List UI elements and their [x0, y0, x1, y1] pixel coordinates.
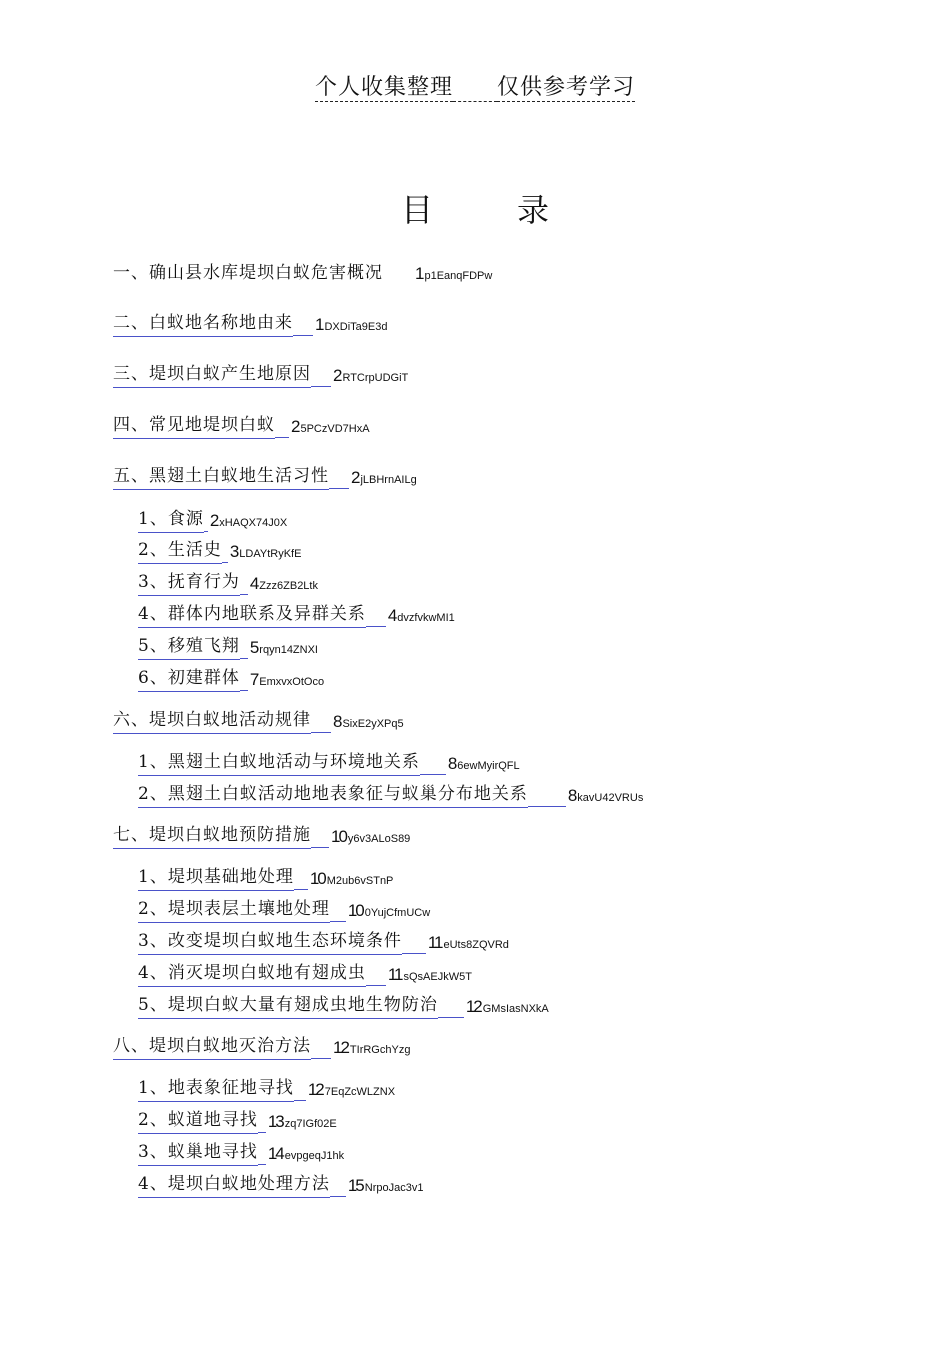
toc-leader	[311, 731, 331, 733]
toc-entry-code: Zzz6ZB2Ltk	[259, 580, 318, 592]
toc-entry-page: 2	[333, 366, 341, 385]
toc-entry-label: 4、消灭堤坝白蚁地有翅成虫	[138, 961, 366, 987]
toc-entry[interactable]	[138, 784, 643, 808]
toc-leader	[330, 1195, 346, 1197]
toc-entry[interactable]	[113, 710, 404, 734]
toc-entry-code: SixE2yXPq5	[342, 718, 404, 730]
toc-entry-code: xHAQX74J0X	[219, 517, 288, 529]
toc-entry-label: 五、黑翅土白蚁地生活习性	[113, 464, 329, 490]
toc-entry-label: 3、蚁巢地寻找	[138, 1140, 258, 1166]
toc-leader	[330, 920, 346, 922]
toc-entry[interactable]	[113, 364, 408, 388]
toc-entry[interactable]	[138, 963, 472, 987]
toc-entry-page: 13	[267, 1112, 283, 1131]
toc-entry[interactable]	[113, 313, 387, 337]
toc-entry[interactable]	[138, 899, 430, 923]
toc-entry-code: zq7IGf02E	[284, 1118, 337, 1130]
toc-entry[interactable]	[138, 509, 287, 533]
toc-entry-page: 4	[249, 574, 258, 593]
toc-entry-label: 六、堤坝白蚁地活动规律	[113, 708, 311, 734]
toc-entry-label: 三、堤坝白蚁产生地原因	[113, 362, 311, 388]
toc-entry-page: 11	[387, 965, 402, 984]
toc-entry-label: 1、食源	[138, 507, 204, 533]
toc-entry-page: 12	[465, 997, 481, 1016]
toc-entry-page: 2	[209, 511, 218, 530]
toc-entry-code: jLBHrnAILg	[360, 474, 417, 486]
toc-entry-code: sQsAEJkW5T	[403, 971, 472, 983]
toc-leader	[438, 1016, 464, 1018]
toc-entry-code: kavU42VRUs	[577, 792, 644, 804]
toc-leader	[275, 436, 289, 438]
toc-entry[interactable]	[138, 1078, 395, 1102]
toc-entry[interactable]	[138, 867, 393, 891]
toc-leader	[420, 773, 446, 775]
toc-entry-code: 7EqZcWLZNX	[324, 1086, 396, 1098]
toc-entry-code: M2ub6vSTnP	[326, 875, 394, 887]
toc-entry-page: 12	[333, 1038, 348, 1057]
toc-entry[interactable]	[138, 1142, 344, 1166]
toc-leader	[383, 283, 413, 285]
toc-leader	[402, 952, 426, 954]
toc-entry-code: DXDiTa9E3d	[324, 321, 388, 333]
toc-entry-label: 2、黑翅土白蚁活动地地表象征与蚁巢分布地关系	[138, 782, 528, 808]
toc-entry-label: 5、移殖飞翔	[138, 634, 240, 660]
toc-entry-page: 15	[347, 1176, 363, 1195]
toc-leader	[222, 561, 228, 563]
toc-entry-label: 一、确山县水库堤坝白蚁危害概况	[113, 263, 383, 283]
toc-entry-page: 10	[309, 869, 325, 888]
toc-leader	[294, 888, 308, 890]
toc-entry-page: 10	[331, 827, 346, 846]
toc-entry-page: 11	[427, 933, 442, 952]
toc-entry-code: eUts8ZQVRd	[443, 939, 509, 951]
toc-entry[interactable]	[113, 1036, 410, 1060]
toc-entry-page: 4	[387, 606, 396, 625]
toc-entry-label: 1、地表象征地寻找	[138, 1076, 294, 1102]
header-right-text: 仅供参考学习	[497, 70, 635, 102]
toc-entry-page: 7	[249, 670, 258, 689]
toc-entry-code: dvzfvkwMI1	[397, 612, 455, 624]
toc-entry-page: 10	[347, 901, 363, 920]
toc-entry[interactable]	[138, 604, 455, 628]
toc-title	[0, 185, 950, 231]
toc-leader	[366, 625, 386, 627]
toc-entry-label: 6、初建群体	[138, 666, 240, 692]
toc-title-char-1: 目	[400, 191, 433, 229]
toc-entry-page: 2	[291, 417, 299, 436]
toc-entry[interactable]	[113, 262, 492, 286]
toc-entry-label: 3、抚育行为	[138, 570, 240, 596]
toc-entry-code: rqyn14ZNXI	[259, 644, 318, 656]
toc-entry-page: 12	[307, 1080, 323, 1099]
toc-title-char-2: 录	[517, 191, 550, 229]
toc-entry[interactable]	[138, 668, 324, 692]
toc-entry-page: 8	[447, 754, 456, 773]
toc-entry-label: 5、堤坝白蚁大量有翅成虫地生物防治	[138, 993, 438, 1019]
toc-entry-label: 4、堤坝白蚁地处理方法	[138, 1172, 330, 1198]
toc-leader	[258, 1131, 266, 1133]
toc-entry-page: 1	[315, 315, 323, 334]
toc-entry[interactable]	[138, 752, 520, 776]
toc-entry-code: 5PCzVD7HxA	[300, 423, 370, 435]
toc-entry-code: 6ewMyirQFL	[457, 760, 520, 772]
toc-entry[interactable]	[138, 540, 301, 564]
toc-entry[interactable]	[138, 636, 318, 660]
toc-entry-label: 2、生活史	[138, 538, 222, 564]
toc-entry-code: y6v3ALoS89	[347, 833, 411, 845]
toc-entry-label: 二、白蚁地名称地由来	[113, 311, 293, 337]
toc-entry-page: 8	[333, 712, 341, 731]
toc-leader	[329, 487, 349, 489]
toc-leader	[311, 1057, 331, 1059]
toc-entry-label: 四、常见地堤坝白蚁	[113, 413, 275, 439]
toc-entry-page: 3	[229, 542, 238, 561]
toc-leader	[240, 657, 248, 659]
toc-entry-label: 3、改变堤坝白蚁地生态环境条件	[138, 929, 402, 955]
toc-leader	[240, 689, 248, 691]
toc-entry-code: p1EanqFDPw	[424, 270, 493, 282]
toc-entry-page: 1	[415, 264, 423, 283]
toc-entry-code: NrpoJac3v1	[364, 1182, 424, 1194]
toc-entry-page: 5	[249, 638, 258, 657]
toc-leader	[204, 530, 208, 532]
toc-entry[interactable]	[138, 995, 549, 1019]
toc-entry-code: evpgeqJ1hk	[284, 1150, 345, 1162]
page-header	[0, 70, 950, 102]
toc-entry-code: EmxvxOtOco	[259, 676, 325, 688]
toc-entry-label: 2、蚁道地寻找	[138, 1108, 258, 1134]
toc-leader	[258, 1163, 266, 1165]
toc-leader	[311, 846, 329, 848]
toc-entry[interactable]	[138, 1110, 337, 1134]
toc-entry[interactable]	[138, 931, 509, 955]
header-separator	[453, 81, 497, 102]
toc-entry[interactable]	[138, 1174, 423, 1198]
toc-entry-code: RTCrpUDGiT	[342, 372, 409, 384]
toc-entry-code: GMsIasNXkA	[482, 1003, 549, 1015]
toc-entry-label: 1、堤坝基础地处理	[138, 865, 294, 891]
toc-entry-label: 八、堤坝白蚁地灭治方法	[113, 1034, 311, 1060]
toc-leader	[294, 1099, 306, 1101]
toc-entry-code: 0YujCfmUCw	[364, 907, 431, 919]
toc-entry-code: TIrRGchYzg	[349, 1044, 411, 1056]
toc-leader	[293, 334, 313, 336]
toc-entry-label: 七、堤坝白蚁地预防措施	[113, 823, 311, 849]
header-left-text: 个人收集整理	[315, 70, 453, 102]
toc-entry[interactable]	[113, 825, 410, 849]
toc-entry[interactable]	[113, 466, 417, 490]
toc-leader	[311, 385, 331, 387]
toc-entry-page: 8	[567, 786, 576, 805]
toc-leader	[528, 805, 566, 807]
toc-entry[interactable]	[138, 572, 318, 596]
toc-entry-label: 2、堤坝表层土壤地处理	[138, 897, 330, 923]
toc-leader	[366, 984, 386, 986]
toc-entry-label: 4、群体内地联系及异群关系	[138, 602, 366, 628]
toc-entry[interactable]	[113, 415, 370, 439]
toc-leader	[240, 593, 248, 595]
toc-entry-page: 2	[351, 468, 359, 487]
toc-entry-page: 14	[267, 1144, 283, 1163]
toc-entry-code: LDAYtRyKfE	[239, 548, 302, 560]
toc-entry-label: 1、黑翅土白蚁地活动与环境地关系	[138, 750, 420, 776]
